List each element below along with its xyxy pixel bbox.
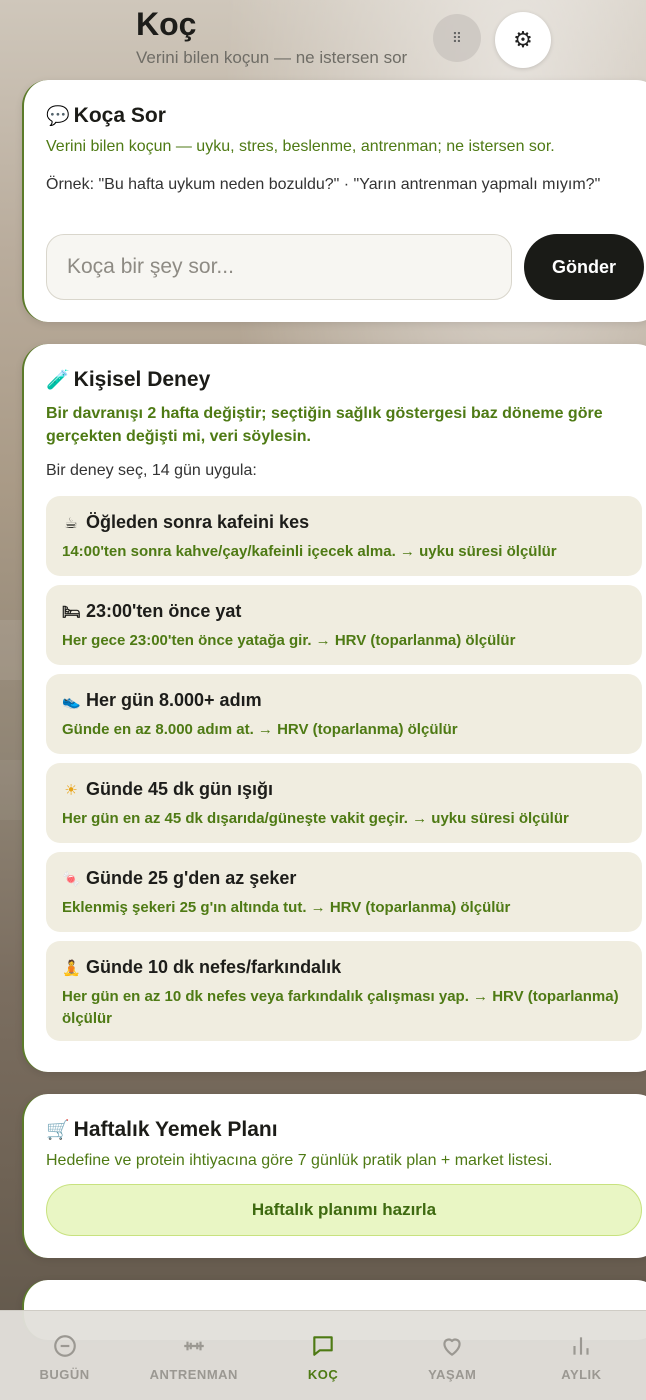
page-header — [0, 0, 646, 80]
bar-chart-icon — [568, 1333, 594, 1359]
meal-plan-title: 🛒 Haftalık Yemek Planı — [46, 1118, 278, 1141]
experiment-lead: Bir deney seç, 14 gün uygula: — [46, 462, 257, 479]
personal-experiment-card — [22, 344, 646, 1072]
test-tube-icon: 🧪 — [46, 370, 70, 391]
speech-bubble-icon: 💬 — [46, 106, 70, 127]
nav-tab-coach[interactable]: KOÇ — [258, 1311, 387, 1400]
prepare-meal-plan-button[interactable]: Haftalık planımı hazırla — [46, 1184, 642, 1236]
experiment-option-daylight[interactable]: ☀ Günde 45 dk gün ışığı Her gün en az 45 dk dışarıda/güneşte vakit geçir. → uyku süresi ölçülür — [46, 763, 642, 843]
experiment-option-caffeine[interactable]: ☕ Öğleden sonra kafeini kes 14:00'ten sonra kahve/çay/kafeinli içecek alma. → uyku süresi ölçülür — [46, 496, 642, 576]
sun-icon: ☀ — [64, 781, 78, 799]
weekly-meal-plan-card — [22, 1094, 646, 1258]
heart-icon — [439, 1333, 465, 1359]
nav-tab-training[interactable]: ANTRENMAN — [129, 1311, 258, 1400]
ask-coach-card — [22, 80, 646, 322]
ask-coach-input[interactable] — [46, 234, 512, 300]
ask-coach-example: Örnek: "Bu hafta uykum neden bozuldu?" · "Yarın antrenman yapmalı mıyım?" — [46, 176, 601, 193]
grid-dots-icon: ⠿ — [451, 29, 463, 46]
experiment-option-steps[interactable]: 👟 Her gün 8.000+ adım Günde en az 8.000 adım at. → HRV (toparlanma) ölçülür — [46, 674, 642, 754]
experiment-option-mindfulness[interactable]: 🧘 Günde 10 dk nefes/farkındalık Her gün en az 10 dk nefes veya farkındalık çalışması yap. → HRV (toparlanma) ölçülür — [46, 941, 642, 1041]
shopping-cart-icon: 🛒 — [46, 1120, 70, 1141]
chat-icon — [310, 1333, 336, 1359]
shoe-icon: 👟 — [62, 692, 81, 710]
bottom-navigation — [0, 1310, 646, 1400]
page-subtitle: Verini bilen koçun — ne istersen sor — [136, 48, 408, 67]
candy-icon: 🍬 — [62, 870, 81, 888]
experiment-description: Bir davranışı 2 hafta değiştir; seçtiğin sağlık göstergesi baz döneme göre gerçekten değişti mi, veri söylesin. — [46, 405, 603, 445]
nav-tab-monthly[interactable]: AYLIK — [517, 1311, 646, 1400]
settings-button[interactable] — [495, 12, 551, 68]
nav-tab-life[interactable]: YAŞAM — [388, 1311, 517, 1400]
gear-icon: ⚙ — [513, 27, 533, 52]
bed-icon: 🛏 — [62, 603, 82, 621]
dumbbell-icon — [181, 1333, 207, 1359]
meditation-icon: 🧘 — [62, 959, 81, 977]
today-icon — [52, 1333, 78, 1359]
page-title: Koç — [136, 6, 197, 42]
ask-coach-title: 💬 Koça Sor — [46, 104, 166, 127]
meal-plan-description: Hedefine ve protein ihtiyacına göre 7 günlük pratik plan + market listesi. — [46, 1152, 553, 1169]
experiment-option-bedtime[interactable]: 🛏 23:00'ten önce yat Her gece 23:00'ten önce yatağa gir. → HRV (toparlanma) ölçülür — [46, 585, 642, 665]
nav-tab-today[interactable]: BUGÜN — [0, 1311, 129, 1400]
experiment-title: 🧪 Kişisel Deney — [46, 368, 211, 391]
experiment-option-sugar[interactable]: 🍬 Günde 25 g'den az şeker Eklenmiş şekeri 25 g'ın altında tut. → HRV (toparlanma) ölçülür — [46, 852, 642, 932]
coffee-icon: ☕ — [64, 514, 78, 532]
drag-handle-button[interactable] — [433, 14, 481, 62]
send-button[interactable]: Gönder — [524, 234, 644, 300]
ask-coach-description: Verini bilen koçun — uyku, stres, beslenme, antrenman; ne istersen sor. — [46, 138, 555, 155]
